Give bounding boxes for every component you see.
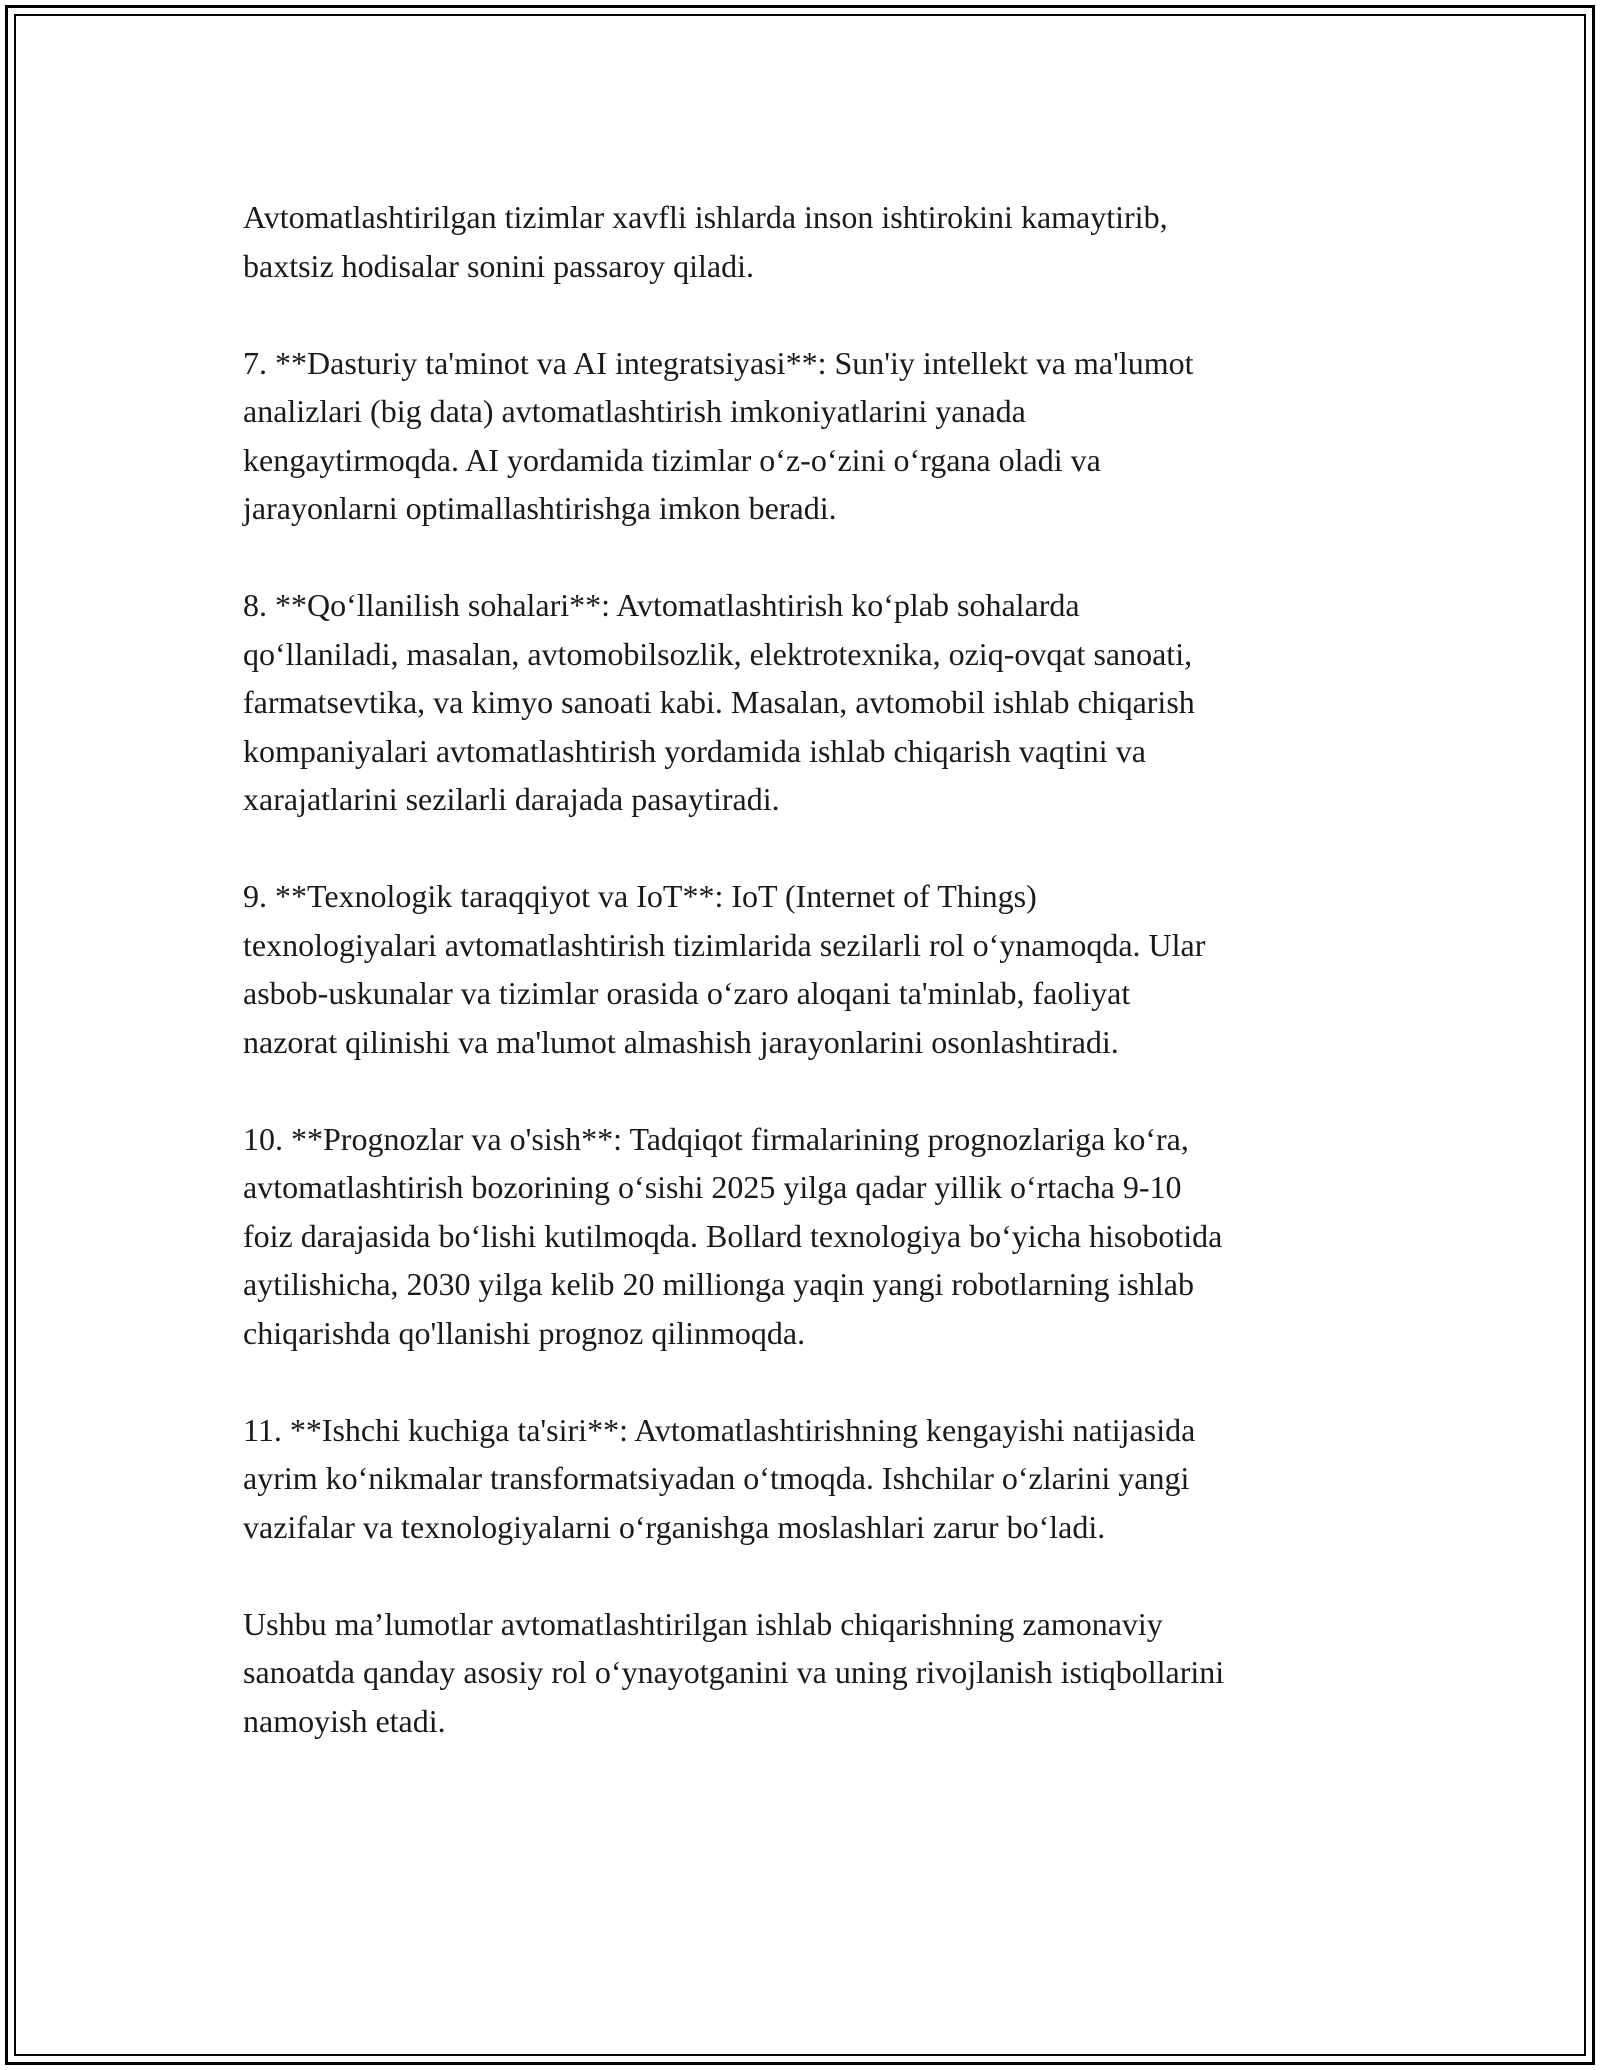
paragraph-item-10: 10. **Prognozlar va o'sish**: Tadqiqot firmalarining prognozlariga ko‘ra, avtomatlashtirish bozorining o‘sishi 2025 yilga qadar yillik o‘rtacha 9-10 foiz darajasida bo‘lishi kutilmoqda. Bollard texnologiya bo‘yicha hisobotida aytilishicha, 2030 yilga kelib 20 millionga yaqin yangi robotlarning ishlab chiqarishda qo'llanishi prognoz qilinmoqda. [243,1120,1223,1351]
page-frame [5,5,1595,2065]
paragraph-conclusion: Ushbu ma’lumotlar avtomatlashtirilgan ishlab chiqarishning zamonaviy sanoatda qanday asosiy rol o‘ynayotganini va uning rivojlanish istiqbollarini namoyish etadi. [243,1605,1225,1739]
paragraph-item-7: 7. **Dasturiy ta'minot va AI integratsiyasi**: Sun'iy intellekt va ma'lumot analizlari (big data) avtomatlashtirish imkoniyatlarini yanada kengaytirmoqda. AI yordamida tizimlar o‘z-o‘zini o‘rgana oladi va jarayonlarni optimallashtirishga imkon beradi. [243,344,1194,526]
paragraph-item-11: 11. **Ishchi kuchiga ta'siri**: Avtomatlashtirishning kengayishi natijasida ayrim ko‘nikmalar transformatsiyadan o‘tmoqda. Ishchilar o‘zlarini yangi vazifalar va texnologiyalarni o‘rganishga moslashlari zarur bo‘ladi. [243,1411,1196,1545]
paragraph-item-9: 9. **Texnologik taraqqiyot va IoT**: IoT (Internet of Things) texnologiyalari avtomatlashtirish tizimlarida sezilarli rol o‘ynamoqda. Ular asbob-uskunalar va tizimlar orasida o‘zaro aloqani ta'minlab, faoliyat nazorat qilinishi va ma'lumot almashish jarayonlarini osonlashtiradi. [243,878,1206,1060]
document-body [243,193,1383,1794]
paragraph-item-8: 8. **Qo‘llanilish sohalari**: Avtomatlashtirish ko‘plab sohalarda qo‘llaniladi, masalan, avtomobilsozlik, elektrotexnika, oziq-ovqat sanoati, farmatsevtika, va kimyo sanoati kabi. Masalan, avtomobil ishlab chiqarish kompaniyalari avtomatlashtirish yordamida ishlab chiqarish vaqtini va xarajatlarini sezilarli darajada pasaytiradi. [243,587,1195,817]
paragraph-intro: Avtomatlashtirilgan tizimlar xavfli ishlarda inson ishtirokini kamaytirib, baxtsiz hodisalar sonini passaroy qiladi. [243,199,1168,284]
